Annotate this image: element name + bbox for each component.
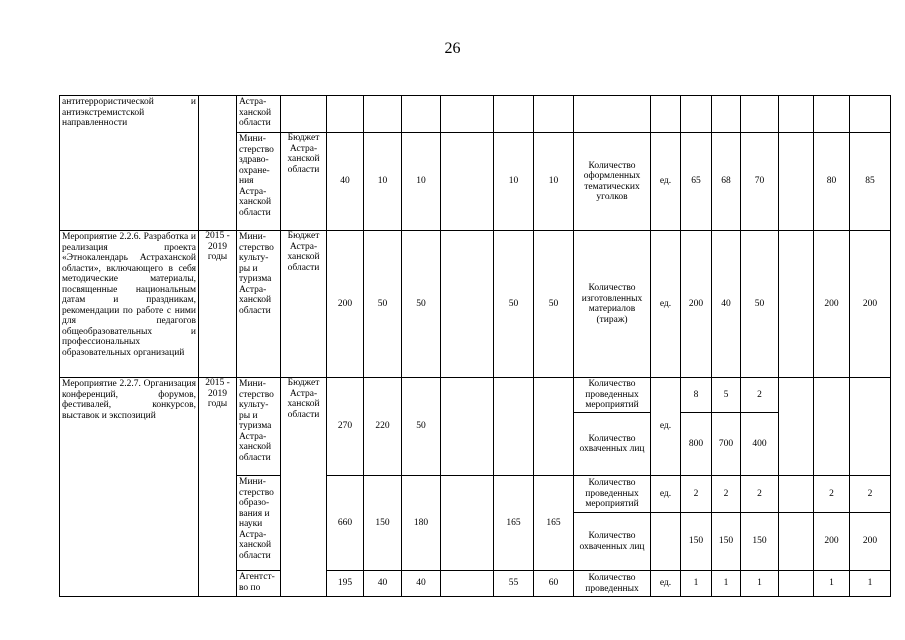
indicator-value: [681, 96, 712, 133]
indicator-value: 85: [850, 133, 890, 231]
total-amount: [327, 96, 364, 133]
indicator-value: 2: [850, 476, 890, 513]
indicator-value-empty: [779, 378, 814, 476]
indicator-value: 200: [850, 513, 890, 571]
event-years: 2015 - 2019 годы: [199, 231, 237, 378]
indicator-value-empty: [814, 378, 850, 476]
amount-2017: [441, 378, 494, 476]
executor: Астра-ханской области: [237, 96, 281, 133]
indicator-value: 80: [814, 133, 850, 231]
indicator-value: 2: [814, 476, 850, 513]
amount-2016: 180: [402, 476, 441, 571]
executor: Мини-стерство образо-вания и науки Астра-ханской области: [237, 476, 281, 571]
amount-2018: 10: [494, 133, 534, 231]
amount-2016: 10: [402, 133, 441, 231]
page-number: 26: [444, 40, 461, 57]
indicator-unit: ед.: [651, 476, 681, 513]
indicator-value-empty: [779, 513, 814, 571]
event-years: 2015 - 2019 годы: [199, 378, 237, 596]
indicator-value-empty: [779, 571, 814, 596]
amount-2019: 165: [534, 476, 574, 571]
funding-source: Бюджет Астра-ханской области: [281, 133, 327, 231]
amount-2019: [534, 96, 574, 133]
indicator-value: 200: [814, 513, 850, 571]
amount-2018: [494, 378, 534, 476]
amount-2015: 10: [364, 133, 402, 231]
indicator-value: [741, 96, 779, 133]
indicator-value: 50: [741, 231, 779, 378]
indicator-name: Количество изготовленных материалов (тираж): [574, 231, 651, 378]
indicator-value: 700: [712, 413, 741, 476]
indicator-unit: ед.: [651, 231, 681, 378]
event-description: Мероприятие 2.2.6. Разработка и реализация проекта «Этнокалендарь Астраханской области», включающего в себя методические материалы, посвященные национальным датам и праздникам, рекомендации по работе с ними для педагогов общеобразовательных и профессиональных образовательных организаций: [60, 231, 199, 378]
funding-source: [281, 96, 327, 133]
amount-2017: [441, 231, 494, 378]
indicator-unit: [651, 96, 681, 133]
indicator-value: 1: [712, 571, 741, 596]
amount-2016: 50: [402, 378, 441, 476]
funding-source: Бюджет Астра-ханской области: [281, 378, 327, 596]
executor: Агентст-во по: [237, 571, 281, 596]
indicator-name: Количество проведенных мероприятий: [574, 378, 651, 413]
indicator-value-empty: [850, 378, 890, 476]
amount-2019: 60: [534, 571, 574, 596]
executor: Мини-стерство здраво-охране-ния Астра-ханской области: [237, 133, 281, 231]
amount-2016: 40: [402, 571, 441, 596]
funding-source: Бюджет Астра-ханской области: [281, 231, 327, 378]
total-amount: 660: [327, 476, 364, 571]
indicator-value: 1: [681, 571, 712, 596]
indicator-value: 2: [712, 476, 741, 513]
amount-2015: [364, 96, 402, 133]
amount-2016: [402, 96, 441, 133]
indicator-value: 68: [712, 133, 741, 231]
indicator-value: 200: [681, 231, 712, 378]
event-description: Мероприятие 2.2.7. Организация конференций, форумов, фестивалей, конкурсов, выставок и экспозиций: [60, 378, 199, 596]
indicator-value: 40: [712, 231, 741, 378]
indicator-value: 150: [712, 513, 741, 571]
indicator-value: 200: [814, 231, 850, 378]
executor: Мини-стерство культу-ры и туризма Астра-ханской области: [237, 378, 281, 476]
indicator-name: Количество проведенных: [574, 571, 651, 596]
indicator-value: 200: [850, 231, 890, 378]
event-description: антитеррористической и антиэкстремистской направленности: [60, 96, 199, 231]
program-table: [59, 95, 891, 597]
indicator-value: 70: [741, 133, 779, 231]
indicator-value-empty: [779, 133, 814, 231]
amount-2018: [494, 96, 534, 133]
indicator-value: 2: [681, 476, 712, 513]
amount-2015: 50: [364, 231, 402, 378]
indicator-value: 65: [681, 133, 712, 231]
indicator-value: [814, 96, 850, 133]
amount-2017: [441, 96, 494, 133]
indicator-value: 5: [712, 378, 741, 413]
executor: Мини-стерство культу-ры и туризма Астра-ханской области: [237, 231, 281, 378]
indicator-name: Количество охваченных лиц: [574, 513, 651, 571]
indicator-value: 1: [814, 571, 850, 596]
amount-2019: 50: [534, 231, 574, 378]
indicator-value: 8: [681, 378, 712, 413]
indicator-value: 150: [741, 513, 779, 571]
indicator-value: 2: [741, 378, 779, 413]
indicator-value: 1: [741, 571, 779, 596]
indicator-value: 1: [867, 578, 873, 589]
amount-2015: 220: [364, 378, 402, 476]
amount-2015: 40: [364, 571, 402, 596]
total-amount: 40: [327, 133, 364, 231]
indicator-value: [712, 96, 741, 133]
amount-2017: [441, 476, 494, 571]
indicator-value-empty: [779, 476, 814, 513]
indicator-name: Количество проведенных мероприятий: [574, 476, 651, 513]
total-amount: 200: [327, 231, 364, 378]
indicator-unit: ед.: [651, 378, 681, 476]
event-years: [199, 96, 237, 231]
indicator-value: [850, 96, 890, 133]
indicator-unit: [651, 513, 681, 571]
amount-2016: 50: [402, 231, 441, 378]
amount-2018: 50: [494, 231, 534, 378]
indicator-name: Количество охваченных лиц: [574, 413, 651, 476]
indicator-name: Количество оформленных тематических уголков: [574, 133, 651, 231]
indicator-unit: ед.: [651, 571, 681, 596]
amount-2015: 150: [364, 476, 402, 571]
indicator-value: 2: [741, 476, 779, 513]
amount-2017: [441, 571, 494, 596]
indicator-value: 400: [741, 413, 779, 476]
total-amount: 195: [327, 571, 364, 596]
indicator-name: [574, 96, 651, 133]
indicator-value: 800: [681, 413, 712, 476]
indicator-unit: ед.: [651, 133, 681, 231]
indicator-value-empty: [779, 96, 814, 133]
amount-2018: 165: [494, 476, 534, 571]
amount-2017: [441, 133, 494, 231]
amount-2019: [534, 378, 574, 476]
amount-2019: 10: [534, 133, 574, 231]
indicator-value-empty: [779, 231, 814, 378]
amount-2018: 55: [494, 571, 534, 596]
indicator-value: 150: [681, 513, 712, 571]
total-amount: 270: [327, 378, 364, 476]
